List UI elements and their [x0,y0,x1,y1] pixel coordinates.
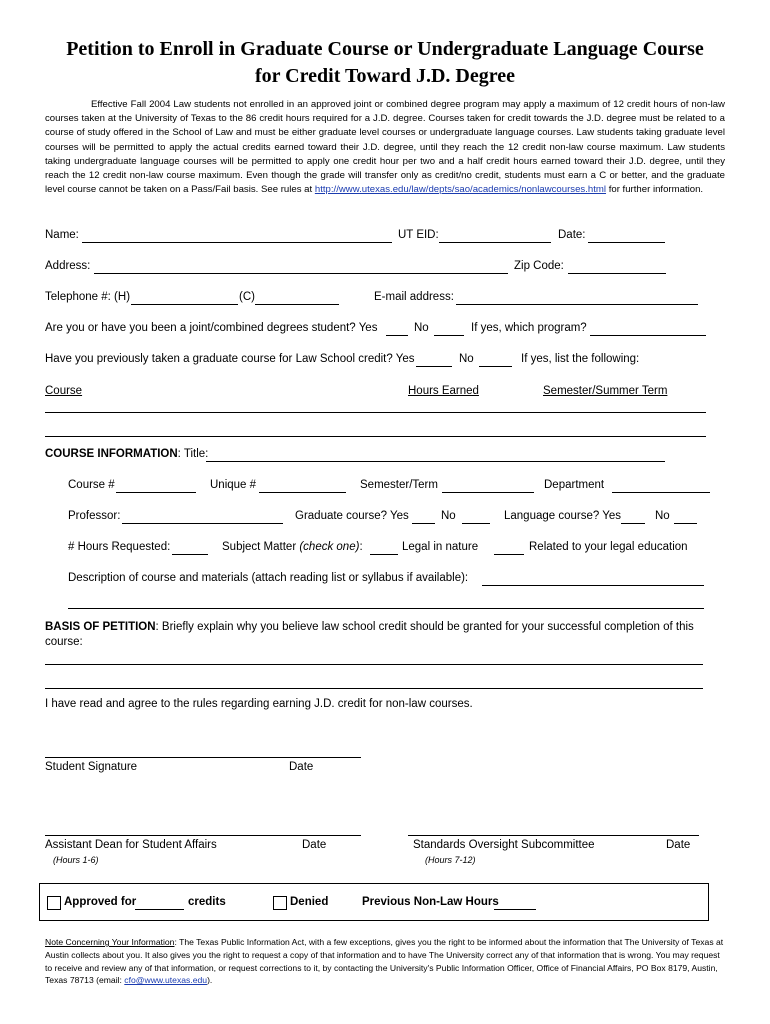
course-number-field[interactable] [116,492,196,493]
department-label: Department [544,479,605,491]
approved-checkbox[interactable] [47,896,61,910]
course-info-title-row [45,448,208,460]
ut-eid-field[interactable] [439,242,551,243]
page-title [0,36,770,90]
address-field[interactable] [94,273,508,274]
graduate-no-field[interactable] [462,523,490,524]
language-course-question: Language course? Yes [504,510,622,522]
name-field[interactable] [82,242,392,243]
joint-program-label: If yes, which program? [471,322,587,334]
committee-date-label: Date [666,839,691,851]
previous-course-question: Have you previously taken a graduate course for Law School credit? Yes [45,353,415,365]
previous-course-line-2[interactable] [45,436,706,437]
basis-heading: BASIS OF PETITION [45,621,156,633]
basis-of-petition [45,620,705,650]
unique-number-field[interactable] [259,492,346,493]
unique-number-label: Unique # [210,479,257,491]
description-field[interactable] [482,585,704,586]
joint-degree-question: Are you or have you been a joint/combined degrees student? Yes [45,322,378,334]
ut-eid-label: UT EID: [398,229,439,241]
credits-label: credits [188,896,226,908]
graduate-course-question: Graduate course? Yes [295,510,409,522]
agreement-statement: I have read and agree to the rules regarding earning J.D. credit for non-law courses. [45,698,473,710]
denied-label: Denied [290,896,329,908]
course-number-label: Course # [68,479,115,491]
email-field[interactable] [456,304,698,305]
related-label: Related to your legal education [529,541,688,553]
denied-checkbox[interactable] [273,896,287,910]
description-label: Description of course and materials (attach reading list or syllabus if available): [68,572,469,584]
previous-yes-field[interactable] [416,366,452,367]
course-title-field[interactable] [206,461,665,462]
basis-field-line-2[interactable] [45,688,703,689]
semester-term-field[interactable] [442,492,534,493]
subject-matter-label [222,541,363,553]
joint-no-field[interactable] [434,335,464,336]
hours-requested-field[interactable] [172,554,208,555]
telephone-label: Telephone #: (H) [45,291,131,303]
professor-label: Professor: [68,510,121,522]
subject-matter-text: Subject Matter [222,541,300,553]
information-note [45,936,725,987]
committee-hours-note: (Hours 7-12) [425,855,476,865]
intro-paragraph [45,98,725,197]
approved-credits-field[interactable] [135,909,184,910]
previous-nonlaw-hours-label: Previous Non-Law Hours [362,896,499,908]
zip-field[interactable] [568,273,666,274]
date-field[interactable] [588,242,665,243]
basis-text: : Briefly explain why you believe law school credit should be granted for your successful completion of this course: [45,621,694,648]
intro-after-link: for further information. [606,184,704,196]
student-signature-label: Student Signature [45,761,138,773]
note-text: : The Texas Public Information Act, with a few exceptions, gives you the right to be informed about the information that The University of Texas at Austin collects about you. It also gives you the right to request a copy of that information and to have The University correct any of that information that is wrong. You may request to receive and review any of that information, or request corrections to it, by contacting the University's Public Information Officer, Office of Financial Affairs, PO Box 8179, Austin, Texas 78713 (email: [45,937,724,986]
language-no-field[interactable] [674,523,697,524]
address-label: Address: [45,260,91,272]
legal-nature-label: Legal in nature [402,541,479,553]
committee-signature-field[interactable] [408,835,699,836]
home-phone-field[interactable] [131,304,238,305]
date-label: Date: [558,229,586,241]
email-label: E-mail address: [374,291,454,303]
email-link[interactable]: cfo@www.utexas.edu [124,975,208,986]
graduate-yes-field[interactable] [412,523,435,524]
previous-course-line-1[interactable] [45,412,706,413]
col-hours-header: Hours Earned [408,385,479,397]
student-date-label: Date [289,761,314,773]
student-signature-field[interactable] [45,757,361,758]
professor-field[interactable] [122,523,283,524]
zip-label: Zip Code: [514,260,564,272]
dean-signature-field[interactable] [45,835,361,836]
course-info-heading: COURSE INFORMATION [45,448,178,460]
cell-label: (C) [239,291,255,303]
cell-phone-field[interactable] [255,304,339,305]
previous-nonlaw-hours-field[interactable] [494,909,536,910]
legal-nature-field[interactable] [370,554,398,555]
department-field[interactable] [612,492,710,493]
joint-no-label: No [414,322,429,334]
hours-requested-label: # Hours Requested: [68,541,171,553]
basis-field-line-1[interactable] [45,664,703,665]
approved-label: Approved for [64,896,137,908]
graduate-no-label: No [441,510,456,522]
joint-program-field[interactable] [590,335,706,336]
title-line-2: for Credit Toward J.D. Degree [255,65,515,87]
description-field-line-2[interactable] [68,608,704,609]
language-no-label: No [655,510,670,522]
rules-link[interactable]: http://www.utexas.edu/law/depts/sao/academics/nonlawcourses.html [314,184,607,196]
title-line-1: Petition to Enroll in Graduate Course or Undergraduate Language Course [66,38,704,60]
check-one-text: (check one) [299,541,360,553]
committee-signature-label: Standards Oversight Subcommittee [413,839,595,851]
previous-no-label: No [459,353,474,365]
subject-colon: : [359,541,363,553]
col-term-header: Semester/Summer Term [543,385,668,397]
intro-text: Effective Fall 2004 Law students not enrolled in an approved joint or combined degree program may apply a maximum of 12 credit hours of non-law courses taken at the University of Texas to the 86 credit hours required for a J.D. degree. Courses taken for credit towards the J.D. degree must be related to a course of study offered in the School of Law and must be either graduate level courses or undergraduate language courses. Law students taking graduate level courses will be permitted to apply the actual credits earned toward their J.D. degree, until they reach the 12 credit non-law course maximum. Law students taking undergraduate language courses will be permitted to apply one credit hour per two and a half credit hours earned toward their J.D. degree, until they reach the 12 credit non-law course maximum. Even though the grade will transfer only as credit/no credit, students must earn a C or better, and the graduate level course cannot be taken on a Pass/Fail basis. See rules at [45,99,725,196]
joint-yes-field[interactable] [386,335,408,336]
language-yes-field[interactable] [621,523,645,524]
related-field[interactable] [494,554,524,555]
note-close: ). [207,975,213,986]
dean-signature-label: Assistant Dean for Student Affairs [45,839,217,851]
note-heading: Note Concerning Your Information [45,937,175,947]
name-label: Name: [45,229,79,241]
dean-date-label: Date [302,839,327,851]
course-title-label: : Title: [177,448,209,460]
col-course-header: Course [45,385,83,397]
semester-term-label: Semester/Term [360,479,438,491]
previous-no-field[interactable] [479,366,512,367]
dean-hours-note: (Hours 1-6) [53,855,99,865]
previous-list-label: If yes, list the following: [521,353,640,365]
